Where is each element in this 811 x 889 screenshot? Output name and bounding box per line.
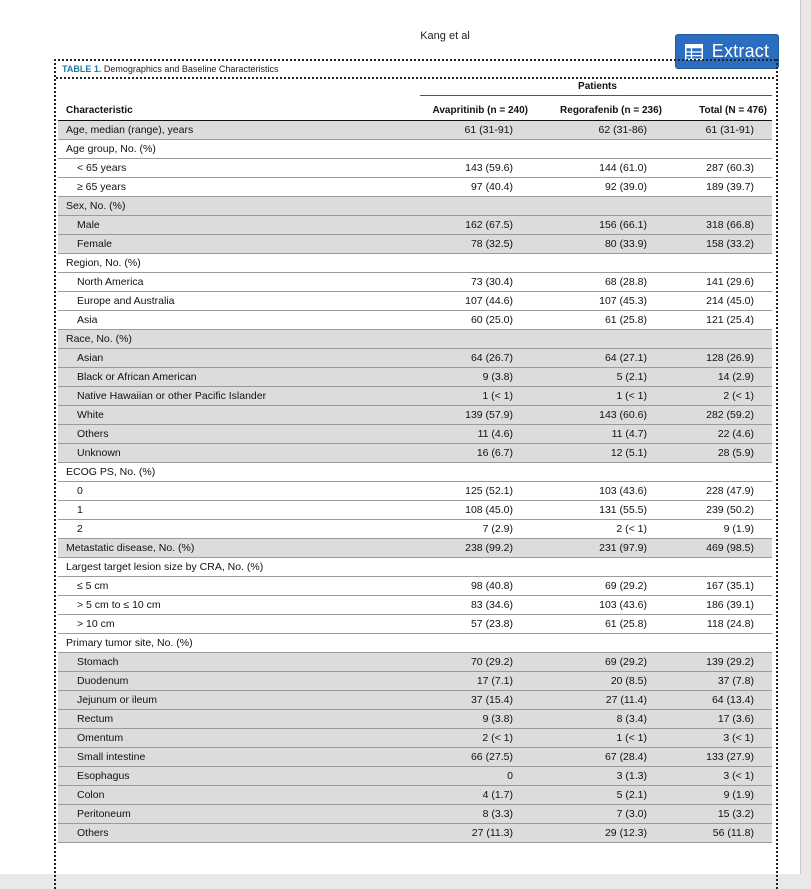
cell-regorafenib: 61 (25.8) bbox=[533, 311, 667, 330]
cell-avapritinib: 8 (3.3) bbox=[413, 805, 533, 824]
cell-regorafenib: 80 (33.9) bbox=[533, 235, 667, 254]
cell-regorafenib: 5 (2.1) bbox=[533, 786, 667, 805]
cell-regorafenib bbox=[533, 197, 667, 216]
cell-regorafenib: 7 (3.0) bbox=[533, 805, 667, 824]
cell-characteristic: Unknown bbox=[58, 444, 413, 463]
cell-avapritinib: 143 (59.6) bbox=[413, 159, 533, 178]
cell-avapritinib: 107 (44.6) bbox=[413, 292, 533, 311]
table-row bbox=[58, 121, 772, 140]
cell-avapritinib: 139 (57.9) bbox=[413, 406, 533, 425]
cell-regorafenib: 27 (11.4) bbox=[533, 691, 667, 710]
cell-regorafenib bbox=[533, 463, 667, 482]
table-row bbox=[58, 501, 772, 520]
cell-characteristic: North America bbox=[58, 273, 413, 292]
table-row bbox=[58, 729, 772, 748]
cell-total: 167 (35.1) bbox=[667, 577, 772, 596]
cell-total: 37 (7.8) bbox=[667, 672, 772, 691]
cell-characteristic: Asian bbox=[58, 349, 413, 368]
table-row bbox=[58, 482, 772, 501]
table-row bbox=[58, 748, 772, 767]
cell-regorafenib: 107 (45.3) bbox=[533, 292, 667, 311]
table-row bbox=[58, 539, 772, 558]
cell-avapritinib: 7 (2.9) bbox=[413, 520, 533, 539]
cell-avapritinib: 98 (40.8) bbox=[413, 577, 533, 596]
cell-regorafenib: 1 (< 1) bbox=[533, 387, 667, 406]
cell-regorafenib: 8 (3.4) bbox=[533, 710, 667, 729]
cell-regorafenib: 103 (43.6) bbox=[533, 482, 667, 501]
table-row bbox=[58, 406, 772, 425]
cell-total bbox=[667, 197, 772, 216]
cell-avapritinib: 57 (23.8) bbox=[413, 615, 533, 634]
cell-regorafenib: 11 (4.7) bbox=[533, 425, 667, 444]
cell-regorafenib: 61 (25.8) bbox=[533, 615, 667, 634]
table-row bbox=[58, 216, 772, 235]
cell-regorafenib bbox=[533, 140, 667, 159]
cell-regorafenib: 92 (39.0) bbox=[533, 178, 667, 197]
table-row bbox=[58, 634, 772, 653]
cell-total bbox=[667, 330, 772, 349]
cell-total: 121 (25.4) bbox=[667, 311, 772, 330]
cell-total bbox=[667, 558, 772, 577]
cell-characteristic: Esophagus bbox=[58, 767, 413, 786]
cell-total: 239 (50.2) bbox=[667, 501, 772, 520]
table-row bbox=[58, 653, 772, 672]
cell-total: 228 (47.9) bbox=[667, 482, 772, 501]
cell-total: 133 (27.9) bbox=[667, 748, 772, 767]
cell-avapritinib bbox=[413, 330, 533, 349]
cell-regorafenib bbox=[533, 330, 667, 349]
demographics-table bbox=[58, 101, 772, 843]
table-icon bbox=[685, 44, 703, 60]
header-avapritinib: Avapritinib (n = 240) bbox=[413, 101, 533, 121]
cell-characteristic: Age group, No. (%) bbox=[58, 140, 413, 159]
table-row bbox=[58, 311, 772, 330]
cell-avapritinib: 17 (7.1) bbox=[413, 672, 533, 691]
table-row bbox=[58, 558, 772, 577]
cell-characteristic: Sex, No. (%) bbox=[58, 197, 413, 216]
cell-regorafenib: 231 (97.9) bbox=[533, 539, 667, 558]
cell-total: 139 (29.2) bbox=[667, 653, 772, 672]
cell-total: 3 (< 1) bbox=[667, 767, 772, 786]
table-row bbox=[58, 672, 772, 691]
cell-avapritinib: 0 bbox=[413, 767, 533, 786]
cell-characteristic: > 10 cm bbox=[58, 615, 413, 634]
cell-total bbox=[667, 463, 772, 482]
cell-avapritinib bbox=[413, 558, 533, 577]
cell-total bbox=[667, 634, 772, 653]
cell-avapritinib bbox=[413, 254, 533, 273]
cell-characteristic: Age, median (range), years bbox=[58, 121, 413, 140]
cell-avapritinib bbox=[413, 140, 533, 159]
table-row bbox=[58, 254, 772, 273]
cell-total bbox=[667, 254, 772, 273]
cell-total: 287 (60.3) bbox=[667, 159, 772, 178]
cell-total: 64 (13.4) bbox=[667, 691, 772, 710]
cell-regorafenib bbox=[533, 634, 667, 653]
cell-regorafenib: 69 (29.2) bbox=[533, 653, 667, 672]
cell-total: 56 (11.8) bbox=[667, 824, 772, 843]
cell-total: 118 (24.8) bbox=[667, 615, 772, 634]
cell-total: 189 (39.7) bbox=[667, 178, 772, 197]
cell-total: 9 (1.9) bbox=[667, 520, 772, 539]
cell-regorafenib: 62 (31-86) bbox=[533, 121, 667, 140]
cell-characteristic: Region, No. (%) bbox=[58, 254, 413, 273]
header-total: Total (N = 476) bbox=[667, 101, 772, 121]
cell-characteristic: Omentum bbox=[58, 729, 413, 748]
cell-avapritinib: 27 (11.3) bbox=[413, 824, 533, 843]
cell-avapritinib: 78 (32.5) bbox=[413, 235, 533, 254]
cell-avapritinib bbox=[413, 197, 533, 216]
cell-characteristic: Duodenum bbox=[58, 672, 413, 691]
cell-avapritinib: 162 (67.5) bbox=[413, 216, 533, 235]
table-row bbox=[58, 615, 772, 634]
cell-avapritinib: 238 (99.2) bbox=[413, 539, 533, 558]
cell-characteristic: Europe and Australia bbox=[58, 292, 413, 311]
cell-characteristic: Metastatic disease, No. (%) bbox=[58, 539, 413, 558]
group-header-patients: Patients bbox=[578, 81, 617, 92]
cell-characteristic: Largest target lesion size by CRA, No. (%) bbox=[58, 558, 413, 577]
cell-characteristic: > 5 cm to ≤ 10 cm bbox=[58, 596, 413, 615]
cell-avapritinib: 70 (29.2) bbox=[413, 653, 533, 672]
table-row bbox=[58, 577, 772, 596]
cell-characteristic: 0 bbox=[58, 482, 413, 501]
table-row bbox=[58, 596, 772, 615]
cell-regorafenib: 143 (60.6) bbox=[533, 406, 667, 425]
table-caption-tag: TABLE 1. bbox=[62, 64, 102, 74]
cell-regorafenib bbox=[533, 558, 667, 577]
cell-total: 318 (66.8) bbox=[667, 216, 772, 235]
cell-avapritinib: 2 (< 1) bbox=[413, 729, 533, 748]
cell-regorafenib: 12 (5.1) bbox=[533, 444, 667, 463]
cell-characteristic: Others bbox=[58, 824, 413, 843]
cell-characteristic: White bbox=[58, 406, 413, 425]
table-row bbox=[58, 273, 772, 292]
cell-characteristic: Race, No. (%) bbox=[58, 330, 413, 349]
cell-characteristic: 2 bbox=[58, 520, 413, 539]
cell-avapritinib: 97 (40.4) bbox=[413, 178, 533, 197]
cell-characteristic: Peritoneum bbox=[58, 805, 413, 824]
cell-total: 14 (2.9) bbox=[667, 368, 772, 387]
table-row bbox=[58, 463, 772, 482]
table-row bbox=[58, 387, 772, 406]
extract-button-label: Extract bbox=[711, 41, 770, 61]
cell-regorafenib: 68 (28.8) bbox=[533, 273, 667, 292]
cell-avapritinib: 61 (31-91) bbox=[413, 121, 533, 140]
cell-total: 61 (31-91) bbox=[667, 121, 772, 140]
cell-avapritinib: 9 (3.8) bbox=[413, 710, 533, 729]
table-row bbox=[58, 520, 772, 539]
header-characteristic: Characteristic bbox=[58, 101, 413, 121]
cell-characteristic: ≥ 65 years bbox=[58, 178, 413, 197]
cell-avapritinib: 11 (4.6) bbox=[413, 425, 533, 444]
selection-top-edge bbox=[54, 59, 776, 61]
cell-regorafenib: 144 (61.0) bbox=[533, 159, 667, 178]
cell-regorafenib: 103 (43.6) bbox=[533, 596, 667, 615]
cell-characteristic: Jejunum or ileum bbox=[58, 691, 413, 710]
table-row bbox=[58, 330, 772, 349]
cell-characteristic: Rectum bbox=[58, 710, 413, 729]
cell-regorafenib: 20 (8.5) bbox=[533, 672, 667, 691]
table-row bbox=[58, 691, 772, 710]
cell-characteristic: Black or African American bbox=[58, 368, 413, 387]
cell-avapritinib: 73 (30.4) bbox=[413, 273, 533, 292]
cell-total: 158 (33.2) bbox=[667, 235, 772, 254]
cell-avapritinib: 16 (6.7) bbox=[413, 444, 533, 463]
cell-avapritinib: 37 (15.4) bbox=[413, 691, 533, 710]
cell-total: 2 (< 1) bbox=[667, 387, 772, 406]
cell-total: 186 (39.1) bbox=[667, 596, 772, 615]
table-caption bbox=[62, 64, 278, 74]
table-body bbox=[58, 121, 772, 843]
cell-characteristic: Small intestine bbox=[58, 748, 413, 767]
cell-regorafenib: 2 (< 1) bbox=[533, 520, 667, 539]
cell-regorafenib: 64 (27.1) bbox=[533, 349, 667, 368]
table-row bbox=[58, 292, 772, 311]
table-row bbox=[58, 786, 772, 805]
table-header-row bbox=[58, 101, 772, 121]
caption-divider bbox=[56, 77, 774, 79]
cell-characteristic: Primary tumor site, No. (%) bbox=[58, 634, 413, 653]
table-row bbox=[58, 710, 772, 729]
table-row bbox=[58, 767, 772, 786]
cell-regorafenib: 156 (66.1) bbox=[533, 216, 667, 235]
cell-total: 214 (45.0) bbox=[667, 292, 772, 311]
cell-total: 17 (3.6) bbox=[667, 710, 772, 729]
cell-characteristic: Asia bbox=[58, 311, 413, 330]
table-row bbox=[58, 197, 772, 216]
cell-regorafenib: 5 (2.1) bbox=[533, 368, 667, 387]
cell-avapritinib: 1 (< 1) bbox=[413, 387, 533, 406]
table-row bbox=[58, 425, 772, 444]
cell-total: 282 (59.2) bbox=[667, 406, 772, 425]
cell-avapritinib bbox=[413, 463, 533, 482]
cell-regorafenib: 69 (29.2) bbox=[533, 577, 667, 596]
table-row bbox=[58, 159, 772, 178]
cell-total: 22 (4.6) bbox=[667, 425, 772, 444]
cell-total: 469 (98.5) bbox=[667, 539, 772, 558]
cell-regorafenib: 29 (12.3) bbox=[533, 824, 667, 843]
cell-total bbox=[667, 140, 772, 159]
cell-characteristic: Others bbox=[58, 425, 413, 444]
cell-avapritinib: 9 (3.8) bbox=[413, 368, 533, 387]
cell-avapritinib: 83 (34.6) bbox=[413, 596, 533, 615]
table-row bbox=[58, 178, 772, 197]
cell-total: 141 (29.6) bbox=[667, 273, 772, 292]
cell-avapritinib: 4 (1.7) bbox=[413, 786, 533, 805]
table-row bbox=[58, 235, 772, 254]
cell-regorafenib: 67 (28.4) bbox=[533, 748, 667, 767]
table-row bbox=[58, 349, 772, 368]
running-head: Kang et al bbox=[420, 30, 470, 42]
cell-total: 3 (< 1) bbox=[667, 729, 772, 748]
table-row bbox=[58, 824, 772, 843]
cell-total: 9 (1.9) bbox=[667, 786, 772, 805]
table-row bbox=[58, 805, 772, 824]
cell-avapritinib: 60 (25.0) bbox=[413, 311, 533, 330]
cell-avapritinib: 125 (52.1) bbox=[413, 482, 533, 501]
cell-characteristic: Native Hawaiian or other Pacific Islander bbox=[58, 387, 413, 406]
group-header-rule bbox=[420, 95, 772, 96]
cell-characteristic: Male bbox=[58, 216, 413, 235]
cell-characteristic: Stomach bbox=[58, 653, 413, 672]
cell-characteristic: < 65 years bbox=[58, 159, 413, 178]
cell-avapritinib: 66 (27.5) bbox=[413, 748, 533, 767]
cell-total: 28 (5.9) bbox=[667, 444, 772, 463]
table-row bbox=[58, 140, 772, 159]
cell-regorafenib: 131 (55.5) bbox=[533, 501, 667, 520]
cell-total: 15 (3.2) bbox=[667, 805, 772, 824]
cell-regorafenib: 1 (< 1) bbox=[533, 729, 667, 748]
cell-regorafenib: 3 (1.3) bbox=[533, 767, 667, 786]
cell-avapritinib bbox=[413, 634, 533, 653]
table-row bbox=[58, 444, 772, 463]
table-row bbox=[58, 368, 772, 387]
cell-characteristic: ≤ 5 cm bbox=[58, 577, 413, 596]
cell-regorafenib bbox=[533, 254, 667, 273]
header-regorafenib: Regorafenib (n = 236) bbox=[533, 101, 667, 121]
cell-characteristic: Colon bbox=[58, 786, 413, 805]
cell-characteristic: 1 bbox=[58, 501, 413, 520]
cell-total: 128 (26.9) bbox=[667, 349, 772, 368]
cell-avapritinib: 108 (45.0) bbox=[413, 501, 533, 520]
cell-characteristic: ECOG PS, No. (%) bbox=[58, 463, 413, 482]
cell-characteristic: Female bbox=[58, 235, 413, 254]
table-caption-title: Demographics and Baseline Characteristics bbox=[103, 64, 279, 74]
cell-avapritinib: 64 (26.7) bbox=[413, 349, 533, 368]
